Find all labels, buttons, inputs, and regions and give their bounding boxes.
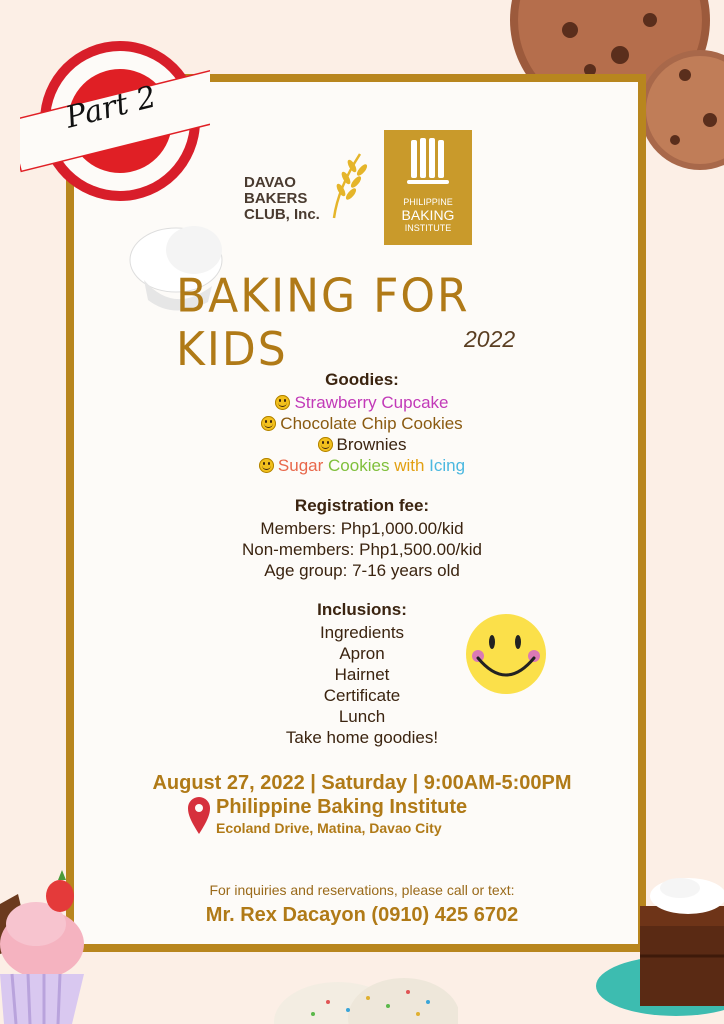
goodie-icing-word: Icing <box>429 456 466 475</box>
pbi-logo-line-1: PHILIPPINE <box>403 197 453 207</box>
davao-logo-line-3: CLUB, Inc. <box>244 206 320 223</box>
chef-hat-logo-icon <box>403 136 453 192</box>
smiley-icon <box>275 395 290 410</box>
goodie-with-word: with <box>394 456 425 475</box>
list-item: Certificate <box>323 686 401 705</box>
fee-members: Members: Php1,000.00/kid <box>260 519 464 538</box>
list-item: Lunch <box>338 707 386 726</box>
registration-heading: Registration fee: <box>294 496 430 515</box>
list-item: Hairnet <box>334 665 390 684</box>
pbi-logo-line-2: BAKING <box>401 207 455 223</box>
davao-logo-line-2: BAKERS <box>244 190 308 207</box>
goodie-strawberry: Strawberry Cupcake <box>294 393 449 412</box>
smiley-icon <box>318 437 333 452</box>
list-item <box>66 413 658 434</box>
contact-note: For inquiries and reservations, please call or text: <box>209 882 515 898</box>
list-item: Apron <box>339 644 385 663</box>
age-group: Age group: 7-16 years old <box>264 561 460 580</box>
list-item <box>66 434 658 455</box>
event-address: Ecoland Drive, Matina, Davao City <box>216 820 442 836</box>
brownie-decoration <box>596 866 724 1024</box>
goodie-sugar-word: Sugar <box>277 456 324 475</box>
location-pin-icon <box>186 796 212 836</box>
goodies-heading: Goodies: <box>325 370 399 389</box>
list-item <box>66 392 658 413</box>
list-item: Ingredients <box>319 623 405 642</box>
event-venue: Philippine Baking Institute <box>216 796 468 818</box>
event-datetime: August 27, 2022 | Saturday | 9:00AM-5:00PM <box>152 772 572 794</box>
fee-non-members: Non-members: Php1,500.00/kid <box>241 540 483 559</box>
davao-logo-line-1: DAVAO <box>244 174 296 191</box>
cupcake-decoration <box>0 864 96 1024</box>
smiley-icon <box>259 458 274 473</box>
list-item: Take home goodies! <box>285 728 439 747</box>
sprinkle-cookies-decoration <box>268 962 458 1024</box>
contact-name: Mr. Rex Dacayon (0910) 425 6702 <box>205 904 519 926</box>
pbi-logo-line-3: INSTITUTE <box>404 223 452 233</box>
inclusions-heading: Inclusions: <box>317 600 407 619</box>
event-title: BAKING FOR KIDS <box>176 269 470 377</box>
pbi-logo <box>384 130 472 245</box>
inclusions-list <box>66 622 658 748</box>
goodie-chocolate: Chocolate Chip Cookies <box>280 414 463 433</box>
registration-lines <box>66 518 658 581</box>
smiley-icon <box>261 416 276 431</box>
goodie-brownies: Brownies <box>336 435 407 454</box>
smiley-face-icon <box>460 612 552 698</box>
goodies-list <box>66 392 658 476</box>
wheat-icon <box>312 148 372 220</box>
goodie-cookies-word: Cookies <box>328 456 390 475</box>
part-badge-label: Part 2 <box>62 79 160 136</box>
list-item <box>66 455 658 476</box>
event-year: 2022 <box>464 326 516 352</box>
